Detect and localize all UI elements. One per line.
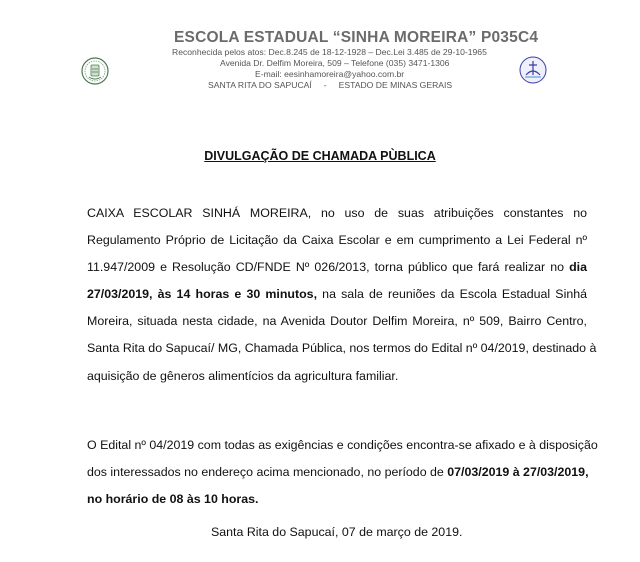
paragraph-line: O Edital nº 04/2019 com todas as exigências e condições encontra-se afixado e à disposição — [87, 438, 598, 452]
paragraph-line — [87, 254, 587, 281]
school-name: ESCOLA ESTADUAL “SINHA MOREIRA” P035C4 — [174, 29, 539, 46]
second-paragraph — [87, 432, 598, 513]
highlight-date-time: 27/03/2019, às 14 horas e 30 minutos, — [87, 287, 318, 302]
date-line: Santa Rita do Sapucaí, 07 de março de 2019. — [211, 525, 463, 539]
city-state — [208, 80, 452, 90]
paragraph-line — [87, 459, 587, 486]
city: SANTA RITA DO SAPUCAÍ — [208, 80, 312, 90]
school-crest-icon — [80, 56, 110, 86]
main-paragraph — [87, 200, 597, 390]
recognition-acts: Reconhecida pelos atos: Dec.8.245 de 18-12-1928 – Dec.Lei 3.485 de 29-10-1965 — [172, 47, 487, 57]
highlight-period: 07/03/2019 à 27/03/2019, — [447, 465, 589, 480]
paragraph-line: no horário de 08 às 10 horas. — [87, 492, 259, 507]
state: ESTADO DE MINAS GERAIS — [338, 80, 453, 90]
city-state-separator: - — [323, 80, 327, 90]
line-text: dos interessados no endereço acima mencionado, no período de — [87, 465, 448, 480]
address-phone: Avenida Dr. Delfim Moreira, 509 – Telefone (035) 3471-1306 — [220, 58, 450, 68]
paragraph-line: aquisição de gêneros alimentícios da agricultura familiar. — [87, 368, 399, 383]
paragraph-line — [87, 281, 587, 308]
email: E-mail: eesinhamoreira@yahoo.com.br — [255, 69, 405, 79]
paragraph-line: Moreira, situada nesta cidade, na Avenida Doutor Delfim Moreira, nº 509, Bairro Centro, — [87, 314, 587, 329]
school-seal-icon — [518, 55, 548, 85]
letterhead — [0, 0, 640, 100]
document-title: DIVULGAÇÃO DE CHAMADA PÙBLICA — [204, 149, 436, 163]
paragraph-line: Regulamento Próprio de Licitação da Caixa Escolar e em cumprimento a Lei Federal nº — [87, 233, 587, 248]
highlight-text: dia — [569, 260, 587, 275]
paragraph-line: Santa Rita do Sapucaí/ MG, Chamada Pública, nos termos do Edital nº 04/2019, destinado à — [87, 341, 597, 356]
paragraph-line: CAIXA ESCOLAR SINHÁ MOREIRA, no uso de suas atribuições constantes no — [87, 206, 587, 220]
line-text: na sala de reuniões da Escola Estadual Sinhá — [317, 287, 587, 302]
line-text: 11.947/2009 e Resolução CD/FNDE Nº 026/2013, torna público que fará realizar no — [87, 260, 570, 275]
